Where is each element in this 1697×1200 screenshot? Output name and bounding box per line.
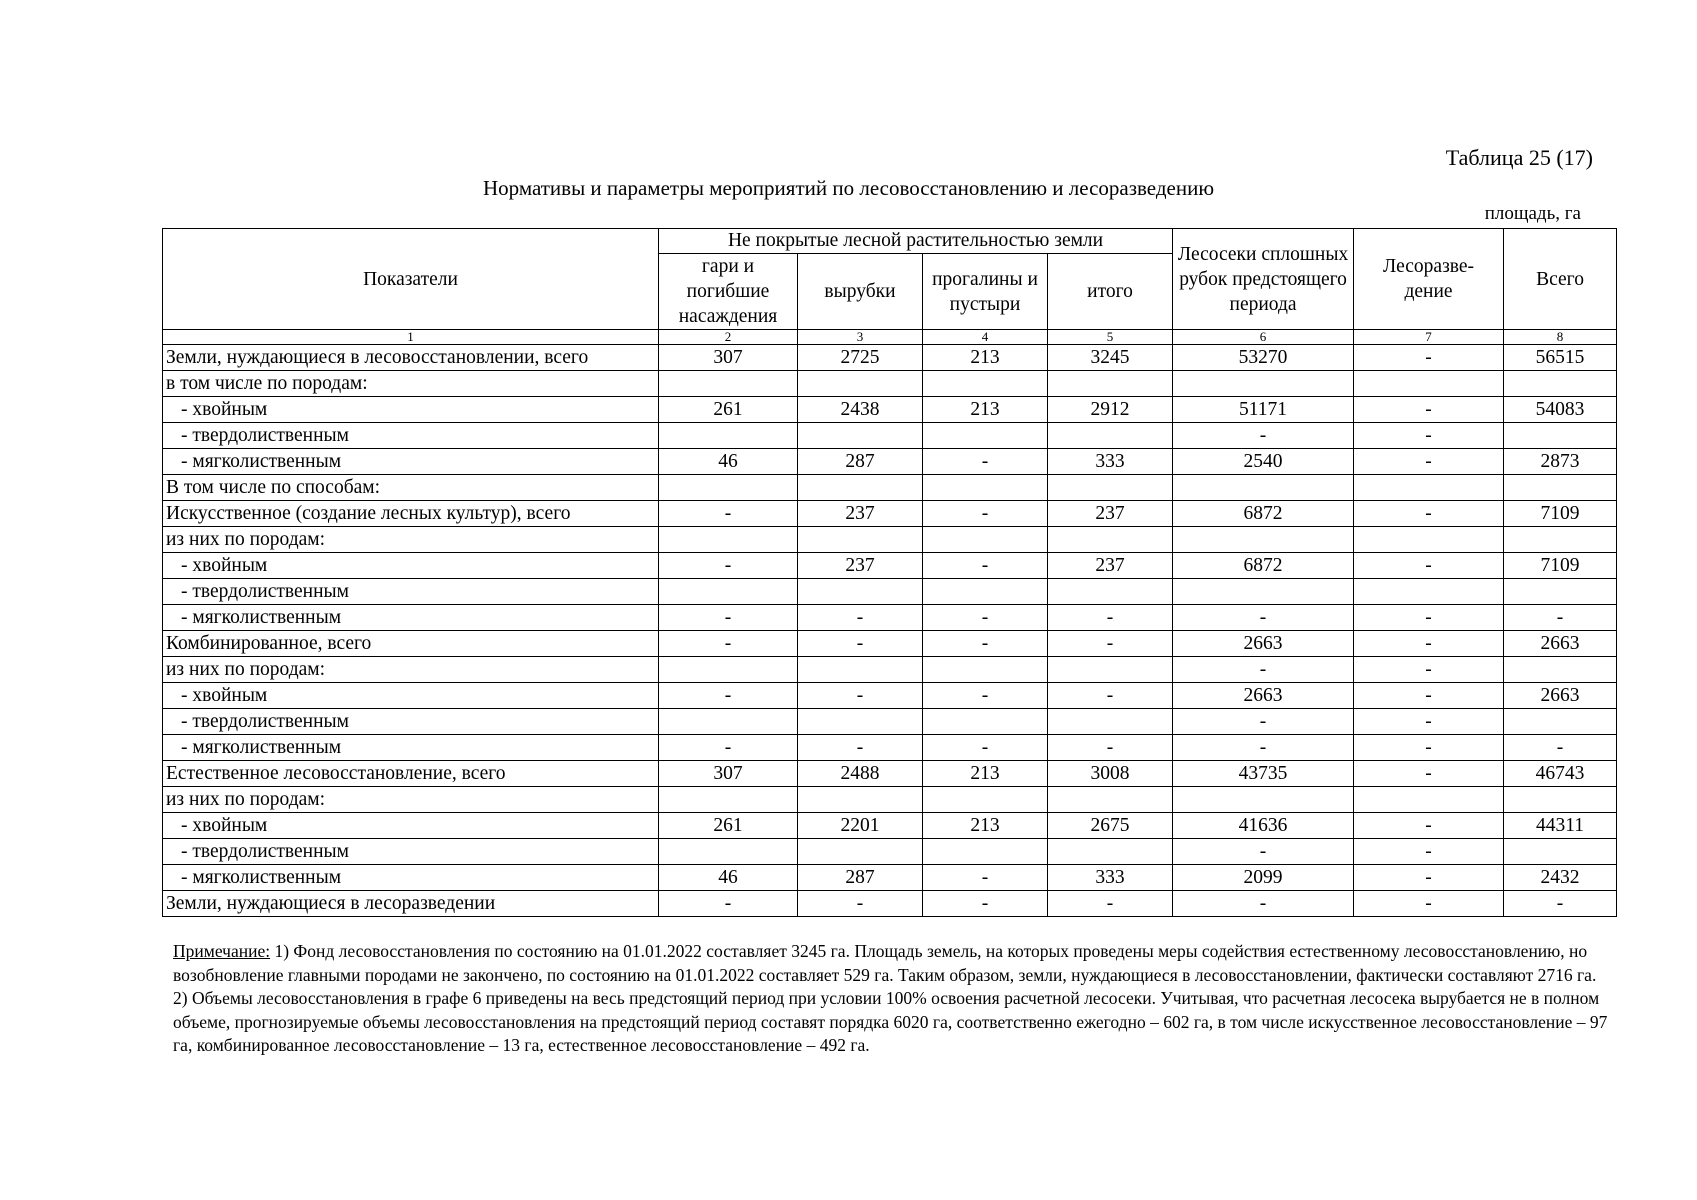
column-number: 5	[1048, 330, 1173, 345]
table-row	[163, 761, 1617, 787]
table-cell: -	[1354, 813, 1504, 839]
table-cell	[659, 423, 798, 449]
table-row	[163, 423, 1617, 449]
table-cell: -	[1354, 657, 1504, 683]
table-cell: -	[1354, 683, 1504, 709]
table-cell	[659, 709, 798, 735]
table-cell	[798, 423, 923, 449]
header-col6: Лесосеки сплошных рубок предстоящего периода	[1173, 229, 1354, 330]
table-cell: -	[923, 449, 1048, 475]
table-cell: 237	[798, 553, 923, 579]
table-cell: -	[659, 631, 798, 657]
table-cell	[1504, 475, 1617, 501]
table-row	[163, 735, 1617, 761]
column-number: 2	[659, 330, 798, 345]
table-cell	[1504, 527, 1617, 553]
row-label: - хвойным	[163, 553, 659, 579]
table-cell	[1504, 787, 1617, 813]
page-title: Нормативы и параметры мероприятий по лесовосстановлению и лесоразведению	[482, 176, 1215, 200]
table-cell: 7109	[1504, 553, 1617, 579]
table-cell	[1048, 579, 1173, 605]
header-group-uncovered-lands: Не покрытые лесной растительностью земли	[659, 229, 1173, 254]
table-cell: 46	[659, 865, 798, 891]
table-cell	[1173, 475, 1354, 501]
table-row	[163, 709, 1617, 735]
row-label: - твердолиственным	[163, 423, 659, 449]
table-cell: -	[1504, 735, 1617, 761]
table-cell: 3245	[1048, 345, 1173, 371]
table-cell	[923, 579, 1048, 605]
column-number: 8	[1504, 330, 1617, 345]
row-label: из них по породам:	[163, 657, 659, 683]
table-cell: 213	[923, 761, 1048, 787]
table-row	[163, 449, 1617, 475]
table-cell: -	[659, 501, 798, 527]
table-cell	[1354, 579, 1504, 605]
table-cell: -	[1173, 657, 1354, 683]
table-cell: 287	[798, 449, 923, 475]
table-cell: 333	[1048, 865, 1173, 891]
table-cell: 2663	[1173, 683, 1354, 709]
table-cell: -	[1173, 735, 1354, 761]
row-label: В том числе по способам:	[163, 475, 659, 501]
table-row	[163, 657, 1617, 683]
header-col5: итого	[1048, 254, 1173, 330]
row-label: - твердолиственным	[163, 579, 659, 605]
table-cell: -	[1048, 631, 1173, 657]
table-cell: -	[923, 865, 1048, 891]
table-cell	[923, 423, 1048, 449]
table-row	[163, 501, 1617, 527]
table-cell	[1504, 657, 1617, 683]
table-cell: 213	[923, 345, 1048, 371]
footnote	[173, 940, 1613, 1058]
table-cell: -	[1354, 709, 1504, 735]
table-row	[163, 371, 1617, 397]
table-cell: 307	[659, 761, 798, 787]
table-cell	[659, 527, 798, 553]
table-cell	[798, 657, 923, 683]
table-cell	[659, 371, 798, 397]
table-cell: 2488	[798, 761, 923, 787]
table-cell: 237	[798, 501, 923, 527]
table-cell: 2725	[798, 345, 923, 371]
table-cell: -	[1504, 891, 1617, 917]
table-cell	[659, 475, 798, 501]
table-row	[163, 475, 1617, 501]
table-cell	[923, 839, 1048, 865]
table-cell	[1173, 371, 1354, 397]
table-row	[163, 553, 1617, 579]
table-cell: 2663	[1504, 631, 1617, 657]
footnote-text: 1) Фонд лесовосстановления по состоянию на 01.01.2022 составляет 3245 га. Площадь земель, на которых проведены меры содействия естественному лесовосстановлению, но возобновление главными породами не закончено, по состоянию на 01.01.2022 составляет 529 га. Таким образом, земли, нуждающиеся в лесовосстановлении, фактически составляют 2716 га. 2) Объемы лесовосстановления в графе 6 приведены на весь предстоящий период при условии 100% освоения расчетной лесосеки. Учитывая, что расчетная лесосека вырубается не в полном объеме, прогнозируемые объемы лесовосстановления на предстоящий период составят порядка 6020 га, соответственно ежегодно – 602 га, в том числе искусственное лесовосстановление – 97 га, комбинированное лесовосстановление – 13 га, естественное лесовосстановление – 492 га.	[173, 941, 1608, 1055]
table-cell	[1048, 423, 1173, 449]
table-cell: 2663	[1504, 683, 1617, 709]
header-col2: гари и погибшие насаждения	[659, 254, 798, 330]
table-cell: -	[798, 605, 923, 631]
table-cell: -	[923, 683, 1048, 709]
row-label: Земли, нуждающиеся в лесоразведении	[163, 891, 659, 917]
table-cell: 46743	[1504, 761, 1617, 787]
table-cell: 2873	[1504, 449, 1617, 475]
table-cell	[1173, 579, 1354, 605]
table-cell: -	[798, 631, 923, 657]
table-body	[163, 345, 1617, 917]
table-cell: 237	[1048, 501, 1173, 527]
column-number: 3	[798, 330, 923, 345]
table-cell: 51171	[1173, 397, 1354, 423]
table-cell: 46	[659, 449, 798, 475]
table-cell	[1354, 371, 1504, 397]
row-label: Земли, нуждающиеся в лесовосстановлении, всего	[163, 345, 659, 371]
row-label: - твердолиственным	[163, 709, 659, 735]
table-cell: 44311	[1504, 813, 1617, 839]
row-label: Естественное лесовосстановление, всего	[163, 761, 659, 787]
table-cell: -	[923, 631, 1048, 657]
table-cell: 2663	[1173, 631, 1354, 657]
row-label: - хвойным	[163, 813, 659, 839]
row-label: в том числе по породам:	[163, 371, 659, 397]
table-cell: 6872	[1173, 501, 1354, 527]
table-cell: 53270	[1173, 345, 1354, 371]
table-cell: 333	[1048, 449, 1173, 475]
table-row	[163, 839, 1617, 865]
table-cell	[1048, 657, 1173, 683]
table-cell: -	[1354, 449, 1504, 475]
table-cell: -	[1354, 735, 1504, 761]
unit-label: площадь, га	[1484, 203, 1581, 224]
table-cell	[1504, 579, 1617, 605]
table-cell: 2540	[1173, 449, 1354, 475]
table-cell	[923, 709, 1048, 735]
table-cell	[1504, 709, 1617, 735]
table-cell: -	[1354, 553, 1504, 579]
table-cell	[1048, 787, 1173, 813]
table-cell	[1354, 475, 1504, 501]
table-cell: -	[923, 501, 1048, 527]
header-col7: Лесоразве- дение	[1354, 229, 1504, 330]
table-cell	[1354, 787, 1504, 813]
table-cell: -	[798, 735, 923, 761]
table-cell: 54083	[1504, 397, 1617, 423]
table-cell	[798, 371, 923, 397]
table-cell: -	[923, 553, 1048, 579]
header-col8: Всего	[1504, 229, 1617, 330]
table-row	[163, 631, 1617, 657]
table-cell	[659, 579, 798, 605]
table-cell: -	[1354, 397, 1504, 423]
table-cell: -	[1173, 839, 1354, 865]
table-cell: 261	[659, 397, 798, 423]
table-cell	[1354, 527, 1504, 553]
table-cell: -	[1354, 839, 1504, 865]
row-label: Искусственное (создание лесных культур), всего	[163, 501, 659, 527]
table-cell	[798, 527, 923, 553]
table-row	[163, 813, 1617, 839]
table-cell: -	[923, 735, 1048, 761]
table-row	[163, 397, 1617, 423]
data-table	[162, 228, 1617, 917]
table-cell	[923, 371, 1048, 397]
header-col4: прогалины и пустыри	[923, 254, 1048, 330]
table-cell: 2432	[1504, 865, 1617, 891]
table-cell: 6872	[1173, 553, 1354, 579]
table-cell: -	[1048, 735, 1173, 761]
table-cell	[798, 839, 923, 865]
row-label: из них по породам:	[163, 787, 659, 813]
table-cell: -	[659, 605, 798, 631]
table-cell: -	[923, 605, 1048, 631]
table-cell: 56515	[1504, 345, 1617, 371]
table-cell: -	[1354, 501, 1504, 527]
table-cell	[1048, 839, 1173, 865]
table-cell: 307	[659, 345, 798, 371]
row-label: - мягколиственным	[163, 449, 659, 475]
table-cell	[659, 839, 798, 865]
table-cell	[798, 579, 923, 605]
column-number: 6	[1173, 330, 1354, 345]
table-cell	[659, 657, 798, 683]
column-number-row	[163, 330, 1617, 345]
table-cell	[1504, 371, 1617, 397]
table-cell	[659, 787, 798, 813]
table-cell: -	[1354, 423, 1504, 449]
table-cell	[923, 657, 1048, 683]
table-cell: -	[1173, 891, 1354, 917]
table-number: Таблица 25 (17)	[1445, 145, 1593, 170]
table-cell: -	[1173, 709, 1354, 735]
table-cell: 287	[798, 865, 923, 891]
table-cell	[1048, 371, 1173, 397]
table-cell: -	[1048, 605, 1173, 631]
table-cell: -	[1173, 423, 1354, 449]
table-cell: -	[659, 553, 798, 579]
table-cell: 3008	[1048, 761, 1173, 787]
row-label: - хвойным	[163, 683, 659, 709]
table-cell	[1048, 709, 1173, 735]
header-indicators: Показатели	[163, 229, 659, 330]
table-cell	[1504, 423, 1617, 449]
column-number: 1	[163, 330, 659, 345]
table-cell	[798, 787, 923, 813]
table-row	[163, 345, 1617, 371]
table-cell: -	[798, 683, 923, 709]
table-cell: 213	[923, 397, 1048, 423]
table-cell: -	[1354, 631, 1504, 657]
table-cell: -	[1354, 345, 1504, 371]
table-cell: 41636	[1173, 813, 1354, 839]
table-row	[163, 787, 1617, 813]
table-cell: 2675	[1048, 813, 1173, 839]
table-cell: -	[1048, 683, 1173, 709]
table-cell: -	[659, 683, 798, 709]
table-row	[163, 683, 1617, 709]
table-cell: -	[1354, 761, 1504, 787]
table-cell	[1048, 527, 1173, 553]
table-cell: 213	[923, 813, 1048, 839]
table-row	[163, 527, 1617, 553]
row-label: из них по породам:	[163, 527, 659, 553]
table-cell: 2099	[1173, 865, 1354, 891]
row-label: - мягколиственным	[163, 605, 659, 631]
table-cell	[1504, 839, 1617, 865]
table-row	[163, 891, 1617, 917]
table-cell	[798, 475, 923, 501]
table-cell	[923, 527, 1048, 553]
table-cell	[798, 709, 923, 735]
table-cell: 261	[659, 813, 798, 839]
table-cell	[923, 787, 1048, 813]
row-label: - мягколиственным	[163, 865, 659, 891]
row-label: - твердолиственным	[163, 839, 659, 865]
table-cell: -	[659, 891, 798, 917]
table-cell: 7109	[1504, 501, 1617, 527]
table-cell: -	[1354, 891, 1504, 917]
table-cell: 2912	[1048, 397, 1173, 423]
column-number: 7	[1354, 330, 1504, 345]
table-cell: -	[798, 891, 923, 917]
table-row	[163, 605, 1617, 631]
header-col3: вырубки	[798, 254, 923, 330]
column-number: 4	[923, 330, 1048, 345]
table-cell: -	[923, 891, 1048, 917]
table-cell: 237	[1048, 553, 1173, 579]
row-label: Комбинированное, всего	[163, 631, 659, 657]
table-cell: -	[1354, 865, 1504, 891]
table-cell: -	[659, 735, 798, 761]
table-cell	[923, 475, 1048, 501]
row-label: - хвойным	[163, 397, 659, 423]
table-cell: 2438	[798, 397, 923, 423]
table-row	[163, 579, 1617, 605]
table-cell: -	[1354, 605, 1504, 631]
table-cell	[1048, 475, 1173, 501]
row-label: - мягколиственным	[163, 735, 659, 761]
footnote-label: Примечание:	[173, 941, 271, 961]
table-cell: -	[1504, 605, 1617, 631]
table-row	[163, 865, 1617, 891]
table-cell	[1173, 527, 1354, 553]
table-cell: -	[1048, 891, 1173, 917]
table-cell	[1173, 787, 1354, 813]
table-cell: -	[1173, 605, 1354, 631]
table-cell: 2201	[798, 813, 923, 839]
table-cell: 43735	[1173, 761, 1354, 787]
